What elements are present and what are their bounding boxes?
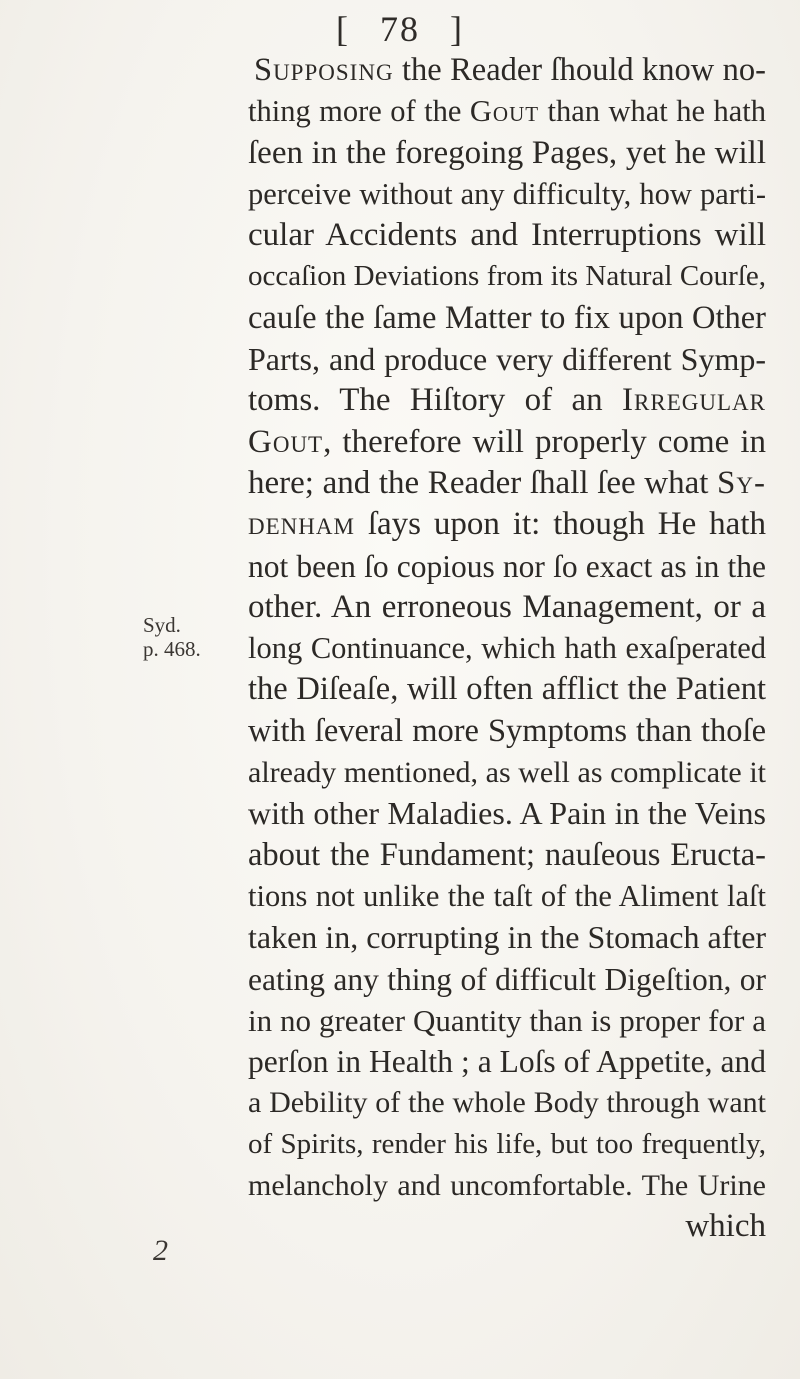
text-line: perſon in Health ; a Loſs of Appetite, and <box>248 1044 766 1080</box>
margin-citation-page: p. 468. <box>143 637 201 661</box>
header-bracket-close: ] <box>450 9 464 49</box>
text-line: eating any thing of difficult Digeſtion, or <box>248 961 766 997</box>
text-line: occaſion Deviations from its Natural Courſe, <box>248 260 766 293</box>
text-segment: thing more of the <box>248 94 470 129</box>
text-segment: toms. The Hiſtory of an <box>248 382 623 419</box>
page-number: 78 <box>380 9 420 49</box>
page-header <box>0 8 800 50</box>
signature-mark: 2 <box>153 1234 168 1267</box>
text-line: not been ſo copious nor ſo exact as in the <box>248 548 766 584</box>
margin-citation-author: Syd. <box>143 613 181 637</box>
text-line <box>248 504 766 545</box>
text-small-caps: Gout <box>248 423 324 460</box>
margin-citation <box>143 613 201 661</box>
text-small-caps: Supposing <box>254 52 394 88</box>
text-line: the Diſeaſe, will often afflict the Patient <box>248 671 766 708</box>
text-line <box>248 380 766 421</box>
text-line: already mentioned, as well as complicate it <box>248 756 766 790</box>
text-line: long Continuance, which hath exaſperated <box>248 631 766 666</box>
text-line: with other Maladies. A Pain in the Veins <box>248 795 766 832</box>
text-segment: than what he hath <box>539 94 766 129</box>
text-small-caps: denham <box>248 506 355 543</box>
text-small-caps: Irregular <box>622 382 766 419</box>
text-line: other. An erroneous Management, or a <box>248 588 766 625</box>
text-segment: here; and the Reader ſhall ſee what <box>248 464 718 501</box>
text-line: about the Fundament; nauſeous Eructa- <box>248 836 766 873</box>
text-line: a Debility of the whole Body through want <box>248 1086 766 1120</box>
body-text <box>248 50 766 1248</box>
text-line: perceive without any difficulty, how parti- <box>248 176 766 211</box>
text-line: taken in, corrupting in the Stomach after <box>248 919 766 956</box>
catchword: which <box>685 1208 766 1245</box>
text-segment: , therefore will properly come in <box>323 423 766 460</box>
text-line: in no greater Quantity than is proper for a <box>248 1002 766 1038</box>
text-segment: the Reader ſhould know no- <box>393 52 766 88</box>
text-small-caps: Gout <box>469 94 540 129</box>
header-bracket-open: [ <box>336 9 350 49</box>
text-line: tions not unlike the taſt of the Aliment laſt <box>248 878 766 913</box>
text-segment: ſays upon it: though He hath <box>354 506 766 543</box>
text-small-caps: Sy- <box>717 464 766 501</box>
text-line: cular Accidents and Interruptions will <box>248 217 766 254</box>
text-line: ſeen in the foregoing Pages, yet he will <box>248 134 766 171</box>
text-line <box>248 91 766 132</box>
text-line <box>248 463 766 504</box>
text-line <box>248 422 766 463</box>
text-line <box>248 50 766 91</box>
text-line: melancholy and uncomfortable. The Urine <box>248 1169 766 1203</box>
text-line: cauſe the ſame Matter to fix upon Other <box>248 299 766 336</box>
text-line: of Spirits, render his life, but too frequently, <box>248 1127 766 1160</box>
text-line: Parts, and produce very different Symp- <box>248 341 766 378</box>
text-line: with ſeveral more Symptoms than thoſe <box>248 712 766 749</box>
